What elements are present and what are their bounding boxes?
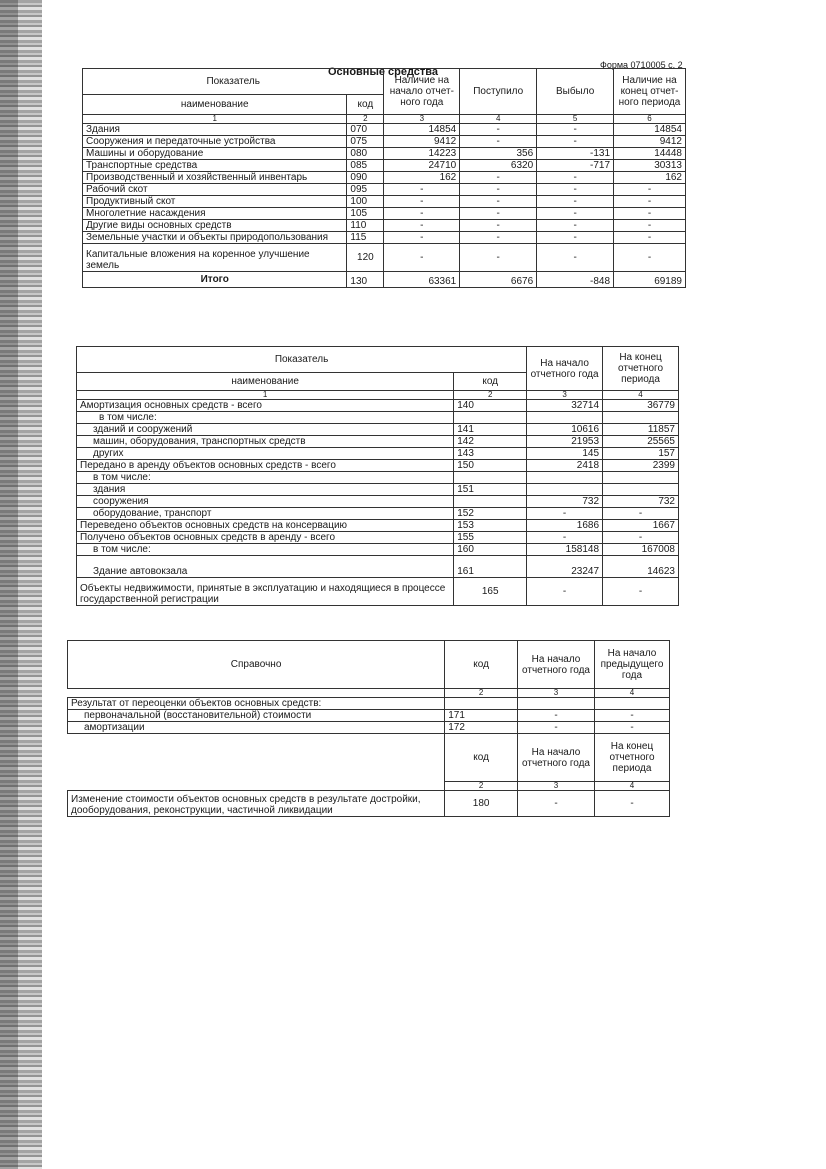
row-name: машин, оборудования, транспортных средств: [77, 436, 454, 448]
row-value: 24710: [384, 160, 460, 172]
row-value: -: [384, 208, 460, 220]
col-num: 1: [77, 391, 454, 400]
row-code: 090: [347, 172, 384, 184]
row-name: других: [77, 448, 454, 460]
row-value: 6676: [460, 272, 537, 288]
row-name: зданий и сооружений: [77, 424, 454, 436]
row-code: 075: [347, 136, 384, 148]
form-label: Форма 0710005 с. 2: [600, 60, 683, 70]
row-value: -: [384, 184, 460, 196]
row-value: [594, 698, 669, 710]
row-name: оборудование, транспорт: [77, 508, 454, 520]
row-value: -: [603, 578, 679, 606]
row-code: 165: [454, 578, 527, 606]
row-value: 356: [460, 148, 537, 160]
header-received: Поступило: [460, 69, 537, 115]
row-value: 9412: [614, 136, 686, 148]
row-value: -: [594, 791, 669, 817]
table-row: [83, 220, 686, 232]
row-value: -848: [537, 272, 614, 288]
header-name: наименование: [77, 373, 454, 391]
header-reference: Справочно: [68, 641, 445, 689]
row-name: в том числе:: [77, 472, 454, 484]
header-start-year-2: На начало отчетного года: [518, 734, 595, 782]
table-row: [83, 244, 686, 272]
row-value: -: [384, 244, 460, 272]
row-name: Объекты недвижимости, принятые в эксплуатацию и находящиеся в процессе государственной регистрации: [77, 578, 454, 606]
row-value: 21953: [527, 436, 603, 448]
header-code: код: [445, 641, 518, 689]
col-num: 3: [384, 115, 460, 124]
col-num: 5: [537, 115, 614, 124]
row-code: 100: [347, 196, 384, 208]
row-value: -: [537, 124, 614, 136]
row-value: 14448: [614, 148, 686, 160]
row-code: [454, 412, 527, 424]
row-value: 25565: [603, 436, 679, 448]
row-name: Транспортные средства: [83, 160, 347, 172]
reference-table: [67, 640, 670, 817]
table-row: [77, 400, 679, 412]
row-value: -: [537, 232, 614, 244]
row-value: -: [527, 532, 603, 544]
row-name: Машины и оборудование: [83, 148, 347, 160]
table-row: [83, 148, 686, 160]
row-value: -: [537, 184, 614, 196]
row-value: -: [527, 508, 603, 520]
row-code: 171: [445, 710, 518, 722]
row-value: 157: [603, 448, 679, 460]
row-name: Передано в аренду объектов основных средств - всего: [77, 460, 454, 472]
row-value: 1667: [603, 520, 679, 532]
row-value: 145: [527, 448, 603, 460]
table-row: [77, 496, 679, 508]
row-code: [445, 698, 518, 710]
table-row: [77, 532, 679, 544]
row-value: -: [460, 220, 537, 232]
col-num: 2: [445, 689, 518, 698]
header-code: код: [454, 373, 527, 391]
row-value: -: [460, 208, 537, 220]
header-indicator: Показатель: [83, 69, 384, 95]
header-end-period-2: На конец отчетного периода: [594, 734, 669, 782]
header-indicator: Показатель: [77, 347, 527, 373]
row-value: -: [614, 208, 686, 220]
row-value: 2418: [527, 460, 603, 472]
row-value: 14223: [384, 148, 460, 160]
row-value: -: [527, 578, 603, 606]
row-name: Амортизация основных средств - всего: [77, 400, 454, 412]
row-code: [454, 472, 527, 484]
row-code: 180: [445, 791, 518, 817]
col-num: 4: [594, 782, 669, 791]
table-row: [83, 184, 686, 196]
row-value: -: [460, 232, 537, 244]
row-value: 1686: [527, 520, 603, 532]
row-value: 10616: [527, 424, 603, 436]
fixed-assets-rows: [83, 124, 686, 288]
row-name: в том числе:: [77, 412, 454, 424]
row-name: амортизации: [68, 722, 445, 734]
row-value: -: [537, 172, 614, 184]
row-code: 120: [347, 244, 384, 272]
row-name: в том числе:: [77, 544, 454, 556]
header-disposed: Выбыло: [537, 69, 614, 115]
row-name: Результат от переоценки объектов основных средств:: [68, 698, 445, 710]
row-value: 11857: [603, 424, 679, 436]
row-value: [527, 472, 603, 484]
row-name: Изменение стоимости объектов основных средств в результате достройки, дооборудования, реконструкции, частичной ликвидации: [68, 791, 445, 817]
row-name: Здание автовокзала: [77, 556, 454, 578]
row-value: 69189: [614, 272, 686, 288]
row-value: [527, 484, 603, 496]
row-code: 130: [347, 272, 384, 288]
section-title: Основные средства: [328, 66, 439, 78]
row-value: -: [384, 196, 460, 208]
row-value: -: [460, 184, 537, 196]
row-code: 140: [454, 400, 527, 412]
row-value: 158148: [527, 544, 603, 556]
row-code: 105: [347, 208, 384, 220]
row-value: -: [460, 124, 537, 136]
col-num: 1: [83, 115, 347, 124]
row-name: Получено объектов основных средств в аренду - всего: [77, 532, 454, 544]
table-row: [68, 710, 670, 722]
row-value: [603, 412, 679, 424]
row-value: -: [537, 220, 614, 232]
col-num: 3: [527, 391, 603, 400]
row-code: 080: [347, 148, 384, 160]
table-row: [77, 578, 679, 606]
total-label: Итого: [83, 272, 347, 288]
table-row: [68, 722, 670, 734]
header-name: наименование: [83, 95, 347, 115]
row-value: -: [460, 172, 537, 184]
table-row: [77, 520, 679, 532]
table-row: [77, 424, 679, 436]
col-num: 3: [518, 782, 595, 791]
header-start-year: На начало отчетного года: [518, 641, 595, 689]
row-value: -: [594, 722, 669, 734]
row-value: 63361: [384, 272, 460, 288]
table-row: [77, 412, 679, 424]
col-num: 2: [347, 115, 384, 124]
row-value: -: [537, 244, 614, 272]
row-value: -: [537, 208, 614, 220]
row-name: первоначальной (восстановительной) стоимости: [68, 710, 445, 722]
row-value: 162: [384, 172, 460, 184]
table-row: [77, 484, 679, 496]
row-value: 6320: [460, 160, 537, 172]
col-num: 4: [460, 115, 537, 124]
table-row: [83, 208, 686, 220]
row-value: 36779: [603, 400, 679, 412]
row-code: 141: [454, 424, 527, 436]
row-name: Многолетние насаждения: [83, 208, 347, 220]
col-num: 3: [518, 689, 595, 698]
row-value: 23247: [527, 556, 603, 578]
table-row: [77, 472, 679, 484]
table-row: [83, 136, 686, 148]
row-value: -: [614, 184, 686, 196]
row-code: 155: [454, 532, 527, 544]
col-num: 2: [454, 391, 527, 400]
header-end-period: Наличие на конец отчет-ного периода: [614, 69, 686, 115]
row-value: -: [537, 136, 614, 148]
row-code: 095: [347, 184, 384, 196]
col-num: 4: [594, 689, 669, 698]
row-value: -: [594, 710, 669, 722]
row-code: 085: [347, 160, 384, 172]
header-start-year: На начало отчетного года: [527, 347, 603, 391]
table-row: [77, 556, 679, 578]
row-code: 151: [454, 484, 527, 496]
table-row: [83, 124, 686, 136]
table-row: [77, 544, 679, 556]
row-value: 14854: [384, 124, 460, 136]
header-end-period: На конец отчетного периода: [603, 347, 679, 391]
row-name: Рабочий скот: [83, 184, 347, 196]
row-name: Производственный и хозяйственный инвентарь: [83, 172, 347, 184]
row-value: [603, 484, 679, 496]
table-row: [77, 508, 679, 520]
row-code: 161: [454, 556, 527, 578]
row-value: 9412: [384, 136, 460, 148]
row-code: 142: [454, 436, 527, 448]
row-name: здания: [77, 484, 454, 496]
row-code: 115: [347, 232, 384, 244]
header-prev-year: На начало предыдущего года: [594, 641, 669, 689]
row-value: -: [460, 136, 537, 148]
row-value: 732: [527, 496, 603, 508]
row-code: 153: [454, 520, 527, 532]
row-value: -: [518, 722, 595, 734]
row-value: -: [384, 232, 460, 244]
row-value: -717: [537, 160, 614, 172]
row-value: -: [518, 791, 595, 817]
row-value: 162: [614, 172, 686, 184]
row-code: [454, 496, 527, 508]
row-value: 32714: [527, 400, 603, 412]
table-row: [68, 791, 670, 817]
row-value: [603, 472, 679, 484]
table-row: [83, 232, 686, 244]
header-code: код: [347, 95, 384, 115]
row-name: Сооружения и передаточные устройства: [83, 136, 347, 148]
depreciation-table: [76, 346, 679, 606]
row-code: 160: [454, 544, 527, 556]
table-row: [83, 172, 686, 184]
row-value: 2399: [603, 460, 679, 472]
fixed-assets-table: [82, 68, 686, 288]
row-value: 30313: [614, 160, 686, 172]
row-value: 14854: [614, 124, 686, 136]
row-name: Переведено объектов основных средств на консервацию: [77, 520, 454, 532]
row-name: Продуктивный скот: [83, 196, 347, 208]
row-code: 152: [454, 508, 527, 520]
row-code: 150: [454, 460, 527, 472]
scan-dark-edge: [0, 0, 18, 1169]
col-num: 2: [445, 782, 518, 791]
table-row: [83, 196, 686, 208]
row-name: Капитальные вложения на коренное улучшение земель: [83, 244, 347, 272]
table-row: [77, 460, 679, 472]
row-value: -131: [537, 148, 614, 160]
table-row: [77, 448, 679, 460]
total-row: [83, 272, 686, 288]
row-value: -: [614, 220, 686, 232]
row-value: -: [603, 532, 679, 544]
row-value: -: [614, 244, 686, 272]
row-value: [527, 412, 603, 424]
row-name: Другие виды основных средств: [83, 220, 347, 232]
row-value: 167008: [603, 544, 679, 556]
row-value: -: [384, 220, 460, 232]
row-value: -: [614, 232, 686, 244]
row-name: Здания: [83, 124, 347, 136]
row-value: -: [603, 508, 679, 520]
row-value: 14623: [603, 556, 679, 578]
row-value: -: [537, 196, 614, 208]
col-num: 6: [614, 115, 686, 124]
row-name: сооружения: [77, 496, 454, 508]
table-row: [83, 160, 686, 172]
row-code: 143: [454, 448, 527, 460]
row-value: -: [460, 196, 537, 208]
row-code: 110: [347, 220, 384, 232]
row-value: -: [518, 710, 595, 722]
row-name: Земельные участки и объекты природопользования: [83, 232, 347, 244]
header-code-2: код: [445, 734, 518, 782]
table-row: [77, 436, 679, 448]
header-start-year: Наличие на начало отчет-ного года: [384, 69, 460, 115]
row-value: -: [614, 196, 686, 208]
row-value: [518, 698, 595, 710]
row-code: 172: [445, 722, 518, 734]
table-row: [68, 698, 670, 710]
row-value: -: [460, 244, 537, 272]
col-num: 4: [603, 391, 679, 400]
row-code: 070: [347, 124, 384, 136]
row-value: 732: [603, 496, 679, 508]
